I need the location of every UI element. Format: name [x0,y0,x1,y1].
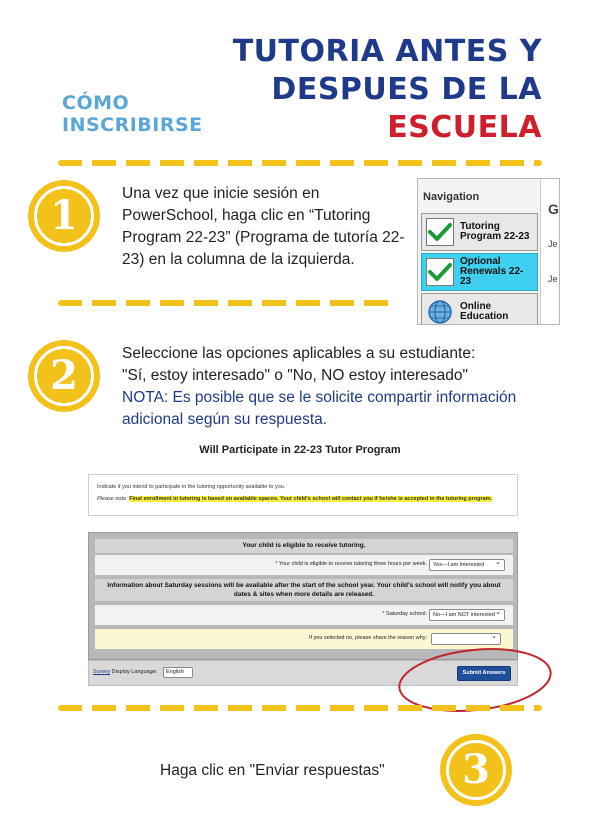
nav-item-label: Tutoring Program 22-23 [460,221,530,242]
subtitle-line-1: CÓMO [62,92,130,114]
nav-item-optional-renewals[interactable] [421,253,538,291]
check-icon [426,218,454,246]
survey-intro-text: Indicate if you intend to participate in the tutoring opportunity available to you. [97,484,286,490]
please-note-text: Final enrollment in tutoring is based on available spaces. Your child's school will contact you if he/she is accepted in the tutoring program. [129,496,493,502]
divider-top [58,160,542,166]
step-2-line-1: Seleccione las opciones aplicables a su estudiante: [122,345,476,362]
step-2-line-2: "Sí, estoy interesado" o "No, NO estoy interesado" [122,367,468,384]
step-3-badge [440,734,512,806]
question-1-label: * Your child is eligible to receive tutoring three hours per week. [275,561,427,567]
divider-step-2 [58,705,542,711]
check-icon [426,258,454,286]
section-2-heading: Information about Saturday sessions will be available after the start of the school year. Your child's school will notify you about dates & sites when more details are released. [95,579,513,601]
divider-step-1 [58,300,398,306]
title-line-1: TUTORIA ANTES Y [232,34,542,69]
navigation-heading: Navigation [423,191,480,203]
question-row-1 [95,555,513,575]
step-2-note: NOTA: Es posible que se le solicite compartir información adicional según su respuesta. [122,389,517,428]
question-row-2 [95,605,513,625]
nav-right-fragment: Je [548,274,558,284]
nav-item-online-education[interactable] [421,293,538,325]
nav-right-fragment: G [548,201,559,217]
question-2-select[interactable]: No—I am NOT interested ⌄ [429,609,505,621]
please-note-label: Please note: [97,496,128,502]
step-3-text: Haga clic en "Enviar respuestas" [160,762,385,779]
globe-icon [426,298,454,325]
question-3-label: If you selected no, please share the reason why: [308,635,427,641]
subtitle-line-2: INSCRIBIRSE [62,114,203,136]
step-1-number: 1 [34,186,94,246]
survey-footer-label: Survey Display Language: [93,669,158,675]
navigation-sidebar [418,179,541,325]
title-line-2: DESPUES DE LA [271,72,542,107]
question-1-select[interactable]: Yes—I am Interested ⌄ [429,559,505,571]
nav-item-label: Online Education [460,301,509,322]
nav-item-label: Optional Renewals 22-23 [460,256,524,287]
step-1-badge [28,180,100,252]
submit-answers-button[interactable]: Submit Answers [457,666,511,681]
section-1-heading: Your child is eligible to receive tutoring. [95,539,513,553]
step-3-number: 3 [446,740,506,800]
navigation-screenshot [417,178,560,325]
survey-link[interactable]: Survey [93,669,111,675]
survey-intro [88,474,518,516]
title-line-3: ESCUELA [387,110,542,145]
language-select[interactable]: English [163,667,193,678]
survey-please-note [97,493,509,505]
step-2-number: 2 [34,346,94,406]
question-2-label: * Saturday school: [382,611,427,617]
nav-item-tutoring-program[interactable] [421,213,538,251]
step-2-badge [28,340,100,412]
survey-title: Will Participate in 22-23 Tutor Program [199,444,401,456]
step-1-text: Una vez que inicie sesión en PowerSchool, haga clic en “Tutoring Program 22-23” (Programa de tutoría 22-23) en la columna de la izquierda. [122,185,405,268]
nav-right-fragment: Je [548,239,558,249]
